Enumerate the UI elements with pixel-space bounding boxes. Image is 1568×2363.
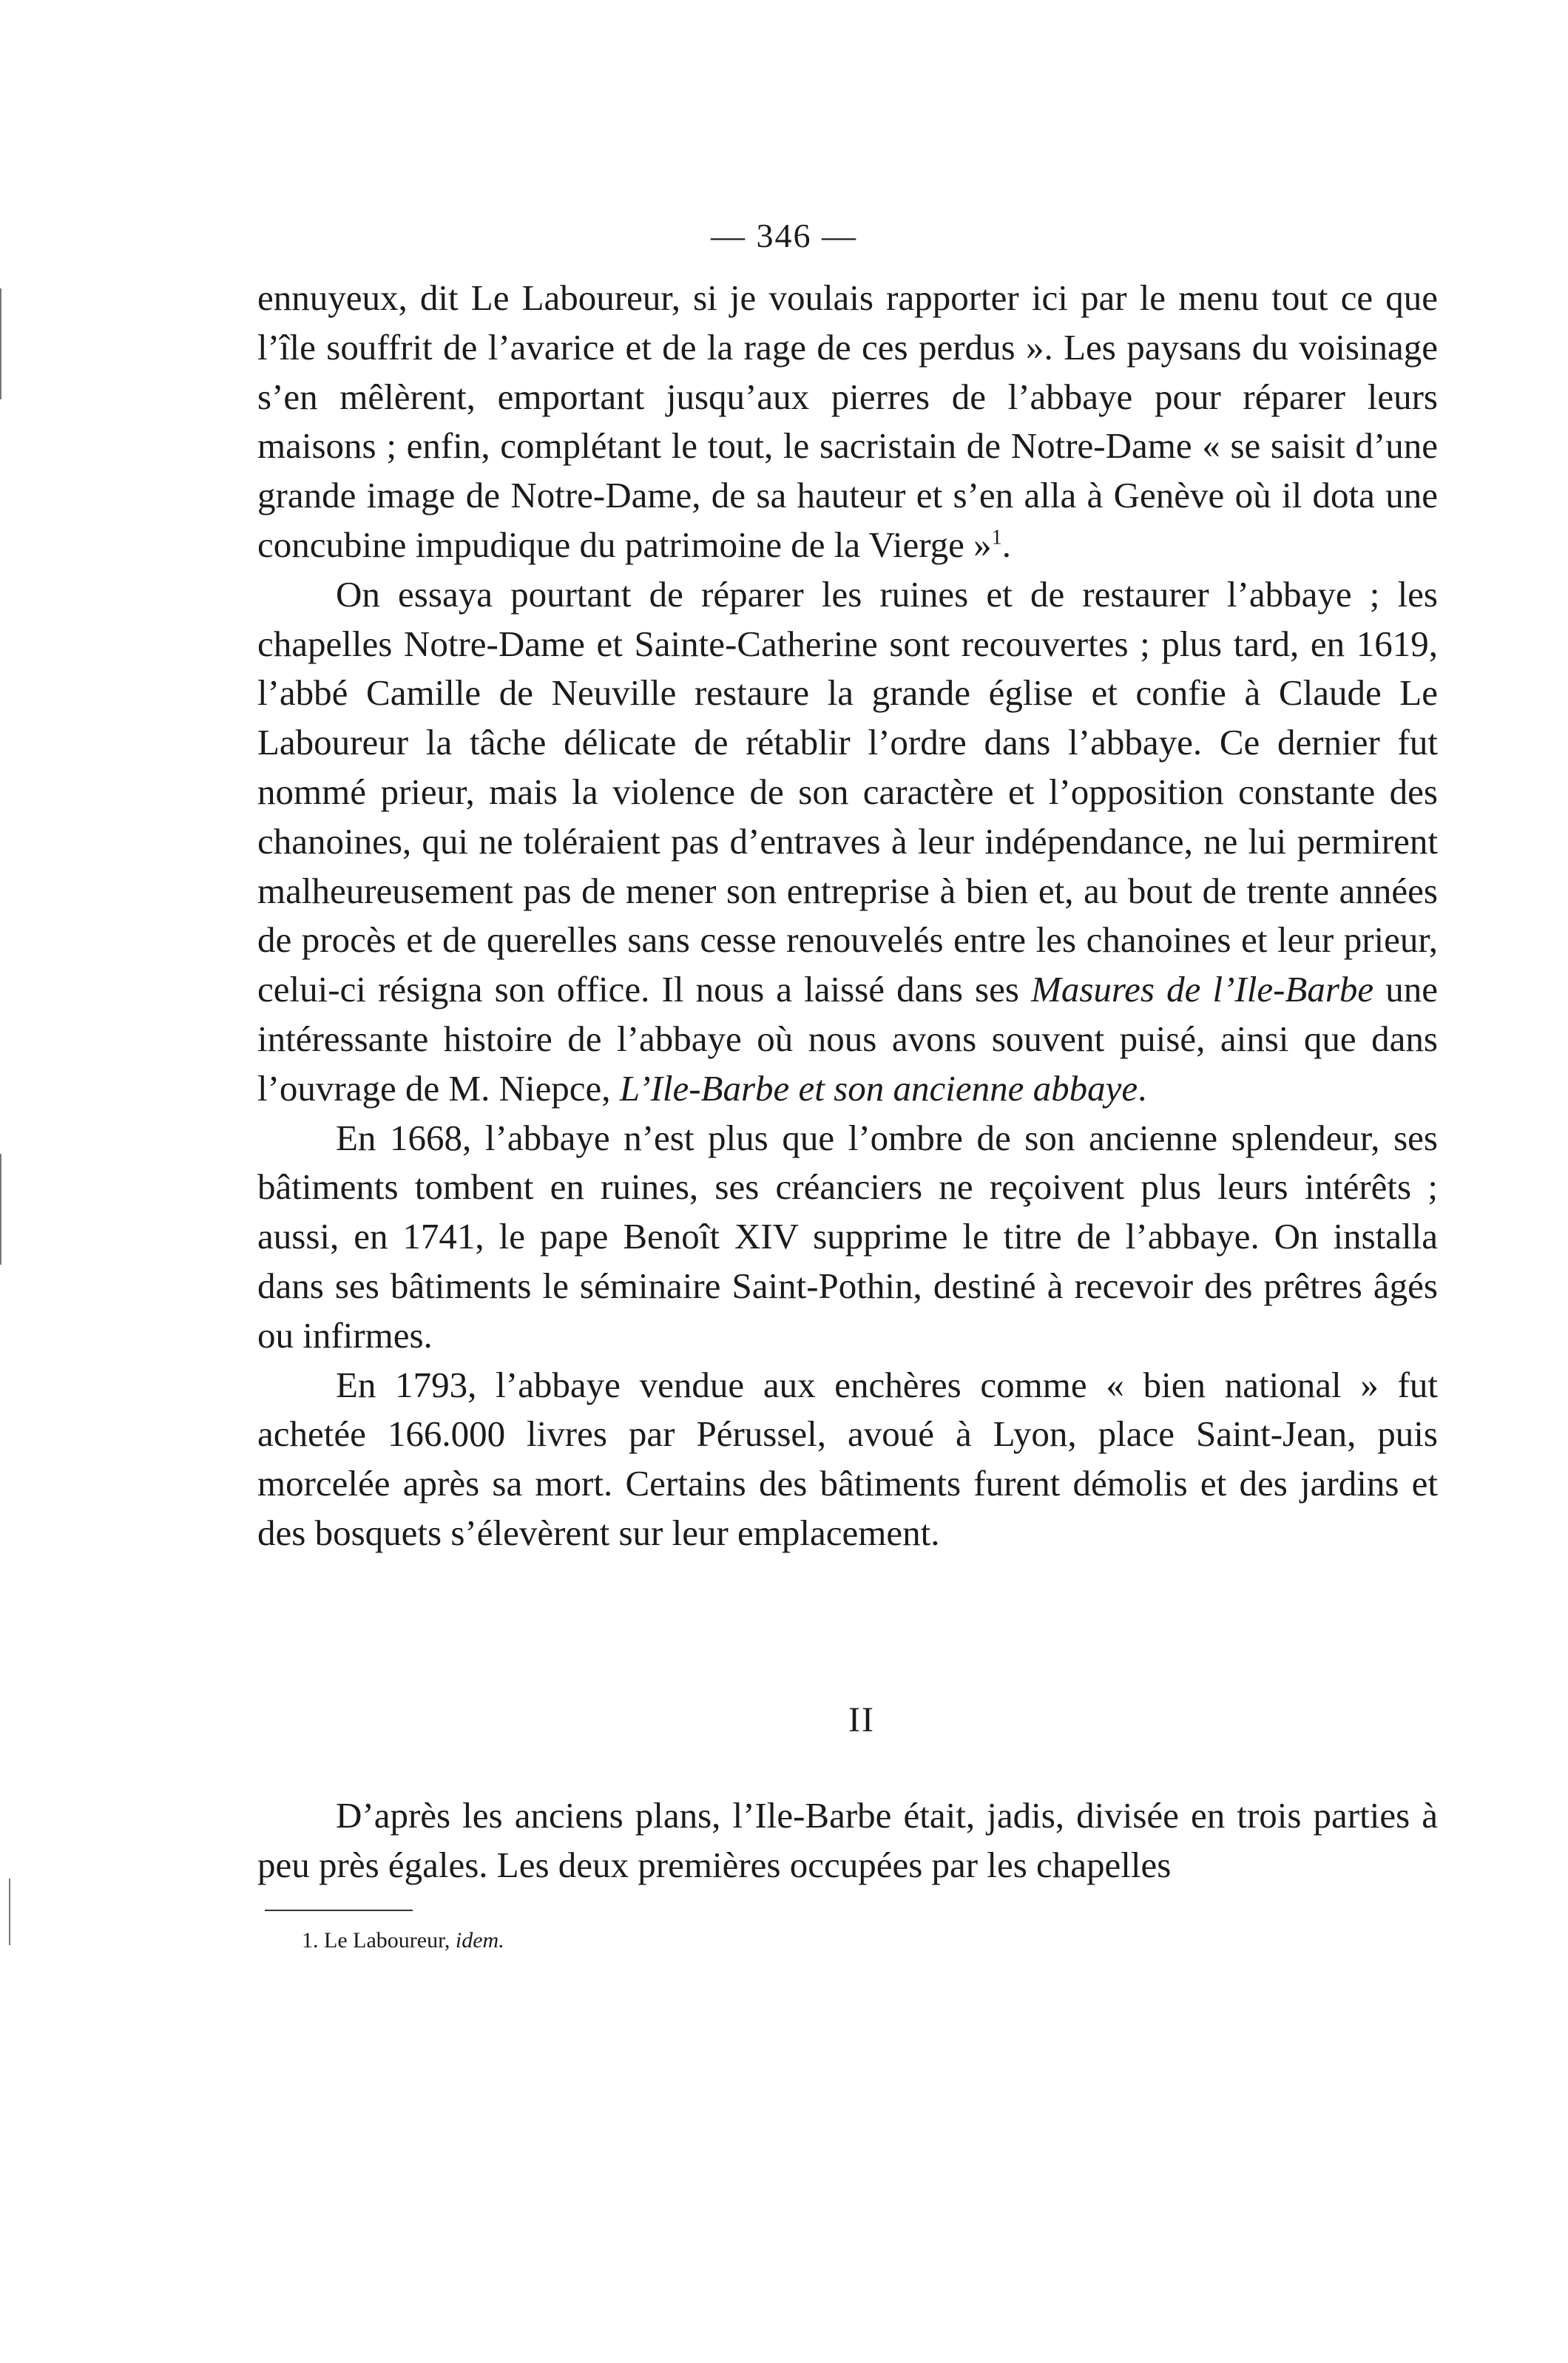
footnote-reference[interactable]: 1 — [991, 526, 1002, 550]
body-text — [257, 274, 1438, 1558]
scan-margin-line-middle — [0, 1154, 1, 1265]
paragraph-2-text-after: . — [1138, 1067, 1147, 1109]
footnote-ref: idem. — [455, 1928, 504, 1953]
book-title-niepce: L’Ile-Barbe et son ancienne abbaye — [619, 1067, 1138, 1109]
section-text — [257, 1791, 1438, 1890]
footnote-author: Le Laboureur, — [324, 1928, 450, 1953]
paragraph-1 — [257, 274, 1438, 570]
footnote — [302, 1926, 504, 1955]
scan-margin-line-bottom — [9, 1879, 10, 1945]
section-heading: II — [848, 1700, 875, 1740]
paragraph-1-tail: . — [1001, 524, 1011, 565]
footnote-marker: 1. — [302, 1928, 319, 1953]
paragraph-1-text: ennuyeux, dit Le Laboureur, si je voulais rapporter ici par le menu tout ce que l’île souffrit de l’avarice et de la rage de ces perdus ». Les paysans du voisinage s’en mêlèrent, emportant jusqu’aux pierres de l’abbaye pour réparer leurs maisons ; enfin, complétant le tout, le sacristain de Notre-Dame « se saisit d’une grande image de Notre-Dame, de sa hauteur et s’en alla à Genève où il dota une concubine impudique du patrimoine de la Vierge » — [257, 277, 1438, 565]
paragraph-4: En 1793, l’abbaye vendue aux enchères comme « bien national » fut achetée 166.000 livres par Pérussel, avoué à Lyon, place Saint-Jean, puis morcelée après sa mort. Certains des bâtiments furent démolis et des jardins et des bosquets s’élevèrent sur leur emplacement. — [257, 1364, 1438, 1553]
paragraph-3: En 1668, l’abbaye n’est plus que l’ombre de son ancienne splendeur, ses bâtiments tombent en ruines, ses créanciers ne reçoivent plus leurs intérêts ; aussi, en 1741, le pape Benoît XIV supprime le titre de l’abbaye. On installa dans ses bâtiments le séminaire Saint-Pothin, destiné à recevoir des prêtres âgés ou infirmes. — [257, 1117, 1438, 1356]
paragraph-2 — [257, 570, 1438, 1114]
paragraph-2-text-middle: une intéressante histoire de l’abbaye où nous avons souvent puisé, ainsi que dans l’ouvrage de M. Niepce, — [257, 969, 1439, 1109]
book-title-masures: Masures de l’Ile-Barbe — [1031, 969, 1374, 1010]
page-number: — 346 — — [711, 217, 857, 254]
paragraph-2-text-before: On essaya pourtant de réparer les ruines et de restaurer l’abbaye ; les chapelles Notre-Dame et Sainte-Catherine sont recouvertes ; plus tard, en 1619, l’abbé Camille de Neuville restaure la grande église et confie à Claude Le Laboureur la tâche délicate de rétablir l’ordre dans l’abbaye. Ce dernier fut nommé prieur, mais la violence de son caractère et l’opposition constante des chanoines, qui ne toléraient pas d’entraves à leur indépendance, ne lui permirent malheureusement pas de mener son entreprise à bien et, au bout de trente années de procès et de querelles sans cesse renouvelés entre les chanoines et leur prieur, celui-ci résigna son office. Il nous a laissé dans ses — [257, 573, 1438, 1010]
footnote-divider — [265, 1910, 413, 1911]
section-paragraph: D’après les anciens plans, l’Ile-Barbe était, jadis, divisée en trois parties à peu près égales. Les deux premières occupées par les chapelles — [257, 1795, 1438, 1885]
scan-margin-line-top — [0, 288, 1, 399]
